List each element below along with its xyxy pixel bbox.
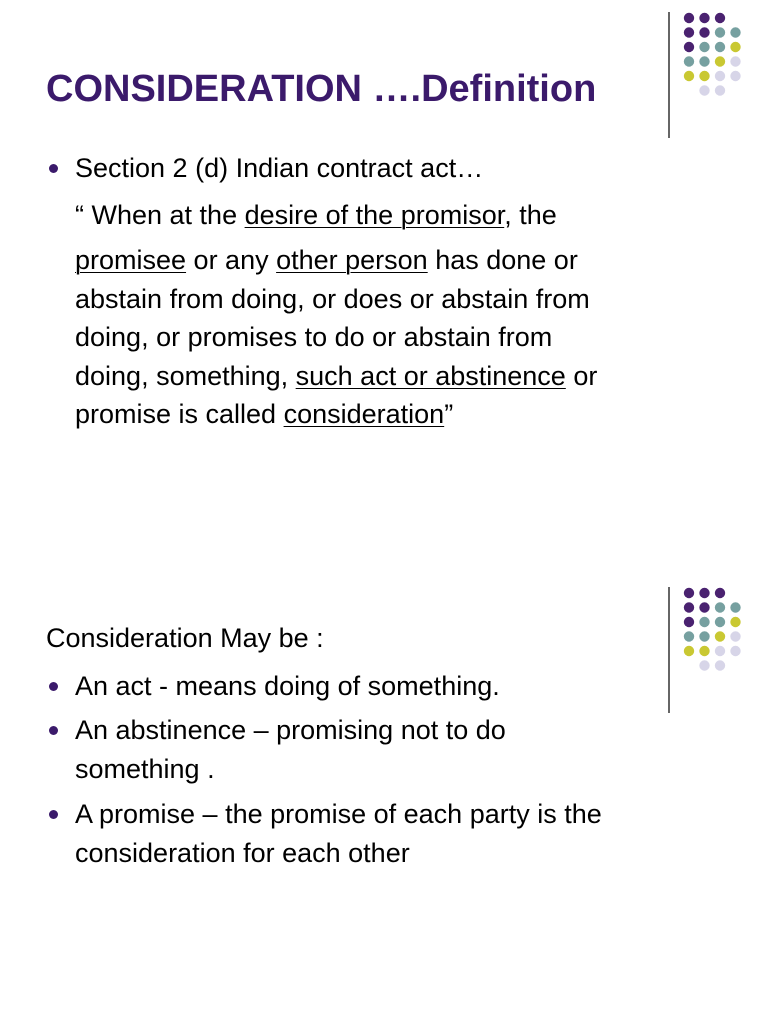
dot-grid-decoration	[660, 10, 760, 140]
decor-dot	[730, 56, 740, 66]
underlined-term: such act or abstinence	[295, 361, 566, 391]
decor-dot	[699, 660, 709, 670]
decor-dot	[699, 56, 709, 66]
decor-dot	[684, 617, 694, 627]
list-item-line: consideration for each other	[75, 838, 410, 868]
underlined-term: consideration	[283, 399, 445, 429]
list-item-line: An act - means doing of something.	[75, 671, 500, 701]
quote-line-2: promisee or any other person has done or	[75, 245, 578, 275]
bullet-dot	[49, 164, 58, 173]
decor-dot	[715, 42, 725, 52]
decor-dot	[715, 660, 725, 670]
decor-dot	[699, 42, 709, 52]
quote-line-4: doing, or promises to do or abstain from	[75, 322, 553, 352]
decor-dot	[699, 13, 709, 23]
decor-dot	[684, 631, 694, 641]
list-item-line: A promise – the promise of each party is the	[75, 799, 602, 829]
decor-dot	[730, 617, 740, 627]
decor-dot	[730, 27, 740, 37]
decor-dot	[699, 617, 709, 627]
decor-dot	[684, 71, 694, 81]
decor-dot	[684, 588, 694, 598]
decor-dot	[715, 602, 725, 612]
decor-dot	[715, 617, 725, 627]
decor-dot	[715, 646, 725, 656]
list-item-line: something .	[75, 754, 215, 784]
decor-dot	[715, 631, 725, 641]
bullet-dot	[49, 682, 58, 691]
decor-dot	[715, 588, 725, 598]
slide-title: CONSIDERATION ….Definition	[46, 68, 597, 110]
underlined-term: promisee	[75, 245, 187, 275]
decor-dot	[684, 42, 694, 52]
decor-dot	[699, 602, 709, 612]
section-reference: Section 2 (d) Indian contract act…	[75, 153, 484, 183]
quote-line-5: doing, something, such act or abstinence or	[75, 361, 598, 391]
quote-line-1: “ When at the desire of the promisor, the	[75, 200, 557, 230]
quote-line-6: promise is called consideration”	[75, 399, 454, 429]
decor-dot	[684, 602, 694, 612]
underlined-term: other person	[276, 245, 428, 275]
decor-dot	[715, 85, 725, 95]
decor-dot	[684, 646, 694, 656]
decor-dot	[699, 71, 709, 81]
decor-dot	[699, 588, 709, 598]
decor-dot	[684, 13, 694, 23]
decor-dot	[684, 56, 694, 66]
decor-dot	[715, 27, 725, 37]
decor-dot	[715, 56, 725, 66]
decor-dot	[699, 27, 709, 37]
decor-dot	[699, 646, 709, 656]
decor-dot	[730, 71, 740, 81]
decor-dot	[684, 27, 694, 37]
dot-grid-decoration	[660, 585, 760, 715]
bullet-dot	[49, 726, 58, 735]
decor-dot	[699, 631, 709, 641]
decor-dot	[699, 85, 709, 95]
decor-dot	[730, 646, 740, 656]
bullet-dot	[49, 810, 58, 819]
decor-dot	[715, 13, 725, 23]
decor-dot	[730, 42, 740, 52]
quote-line-3: abstain from doing, or does or abstain from	[75, 284, 590, 314]
decor-dot	[715, 71, 725, 81]
list-item-line: An abstinence – promising not to do	[75, 715, 506, 745]
underlined-term: desire of the promisor	[244, 200, 505, 230]
decor-dot	[730, 602, 740, 612]
slide-types	[0, 580, 768, 1024]
decor-dot	[730, 631, 740, 641]
section-heading: Consideration May be :	[46, 623, 324, 653]
